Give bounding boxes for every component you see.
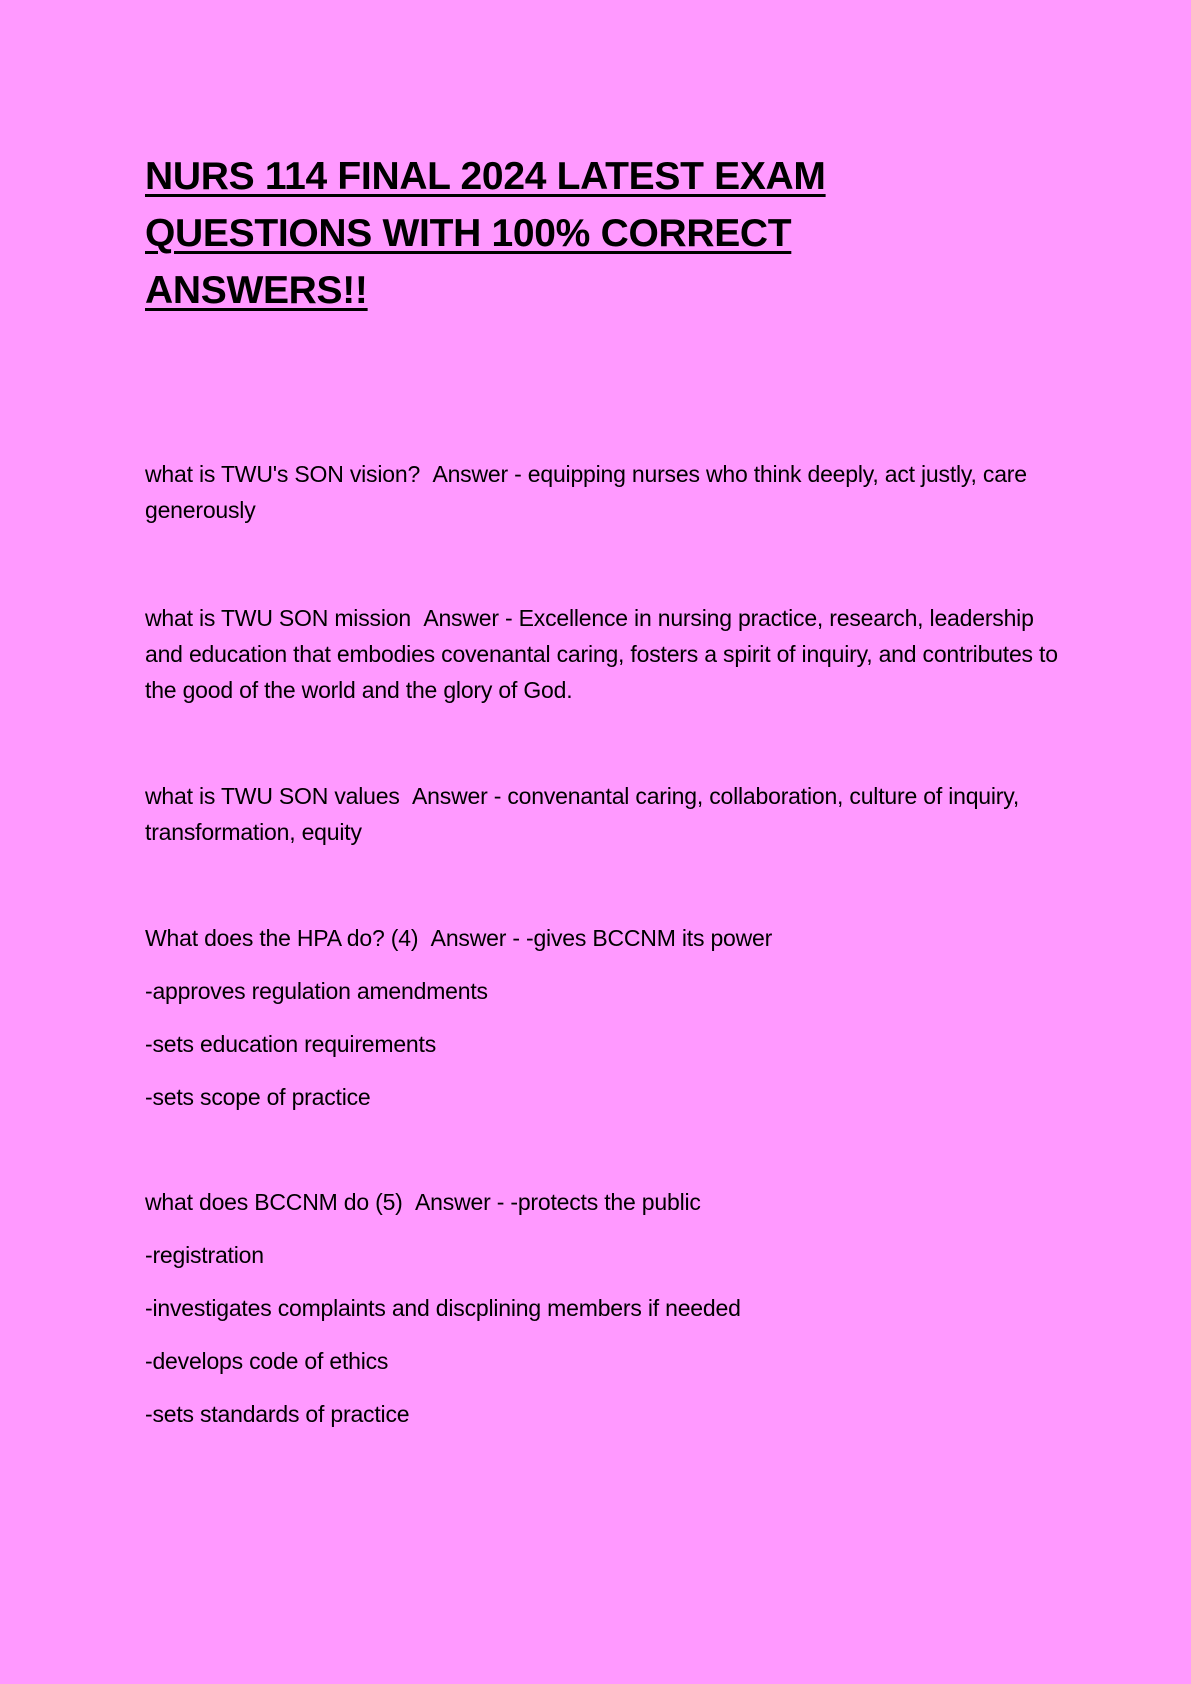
document-page <box>145 0 1075 1684</box>
qa-text <box>145 600 1075 708</box>
document-title: NURS 114 FINAL 2024 LATEST EXAM QUESTIONS WITH 100% CORRECT ANSWERS!! <box>145 155 826 312</box>
question-text: What does the HPA do? (4) <box>145 925 419 951</box>
qa-text <box>145 778 1075 850</box>
answer-text: Answer - -protects the public <box>415 1189 701 1215</box>
qa-block-mission <box>145 600 1075 708</box>
answer-text: Answer - convenantal caring, collaboration, culture of inquiry, transformation, equity <box>145 783 1020 845</box>
answer-list-item: -registration <box>145 1242 264 1268</box>
answer-text: Answer - equipping nurses who think deeply, act justly, care generously <box>145 461 1027 523</box>
answer-list-item: -develops code of ethics <box>145 1348 389 1374</box>
answer-list-item: -sets education requirements <box>145 1031 436 1057</box>
answer-list-item: -investigates complaints and discplining members if needed <box>145 1295 741 1321</box>
qa-block-hpa <box>145 920 1075 1115</box>
answer-list-item: -approves regulation amendments <box>145 978 488 1004</box>
question-text: what is TWU's SON vision? <box>145 461 421 487</box>
question-text: what is TWU SON mission <box>145 605 411 631</box>
qa-text <box>145 1184 1075 1220</box>
qa-text <box>145 920 1075 956</box>
qa-block-values <box>145 778 1075 850</box>
answer-list-item: -sets standards of practice <box>145 1401 410 1427</box>
qa-block-bccnm <box>145 1184 1075 1432</box>
qa-block-vision <box>145 456 1075 528</box>
answer-text: Answer - Excellence in nursing practice, research, leadership and education that embodies covenantal caring, fosters a spirit of inquiry, and contributes to the good of the world and the glory of God. <box>145 605 1058 703</box>
question-text: what is TWU SON values <box>145 783 400 809</box>
answer-list-item: -sets scope of practice <box>145 1084 371 1110</box>
qa-text <box>145 456 1075 528</box>
answer-text: Answer - -gives BCCNM its power <box>430 925 773 951</box>
question-text: what does BCCNM do (5) <box>145 1189 403 1215</box>
